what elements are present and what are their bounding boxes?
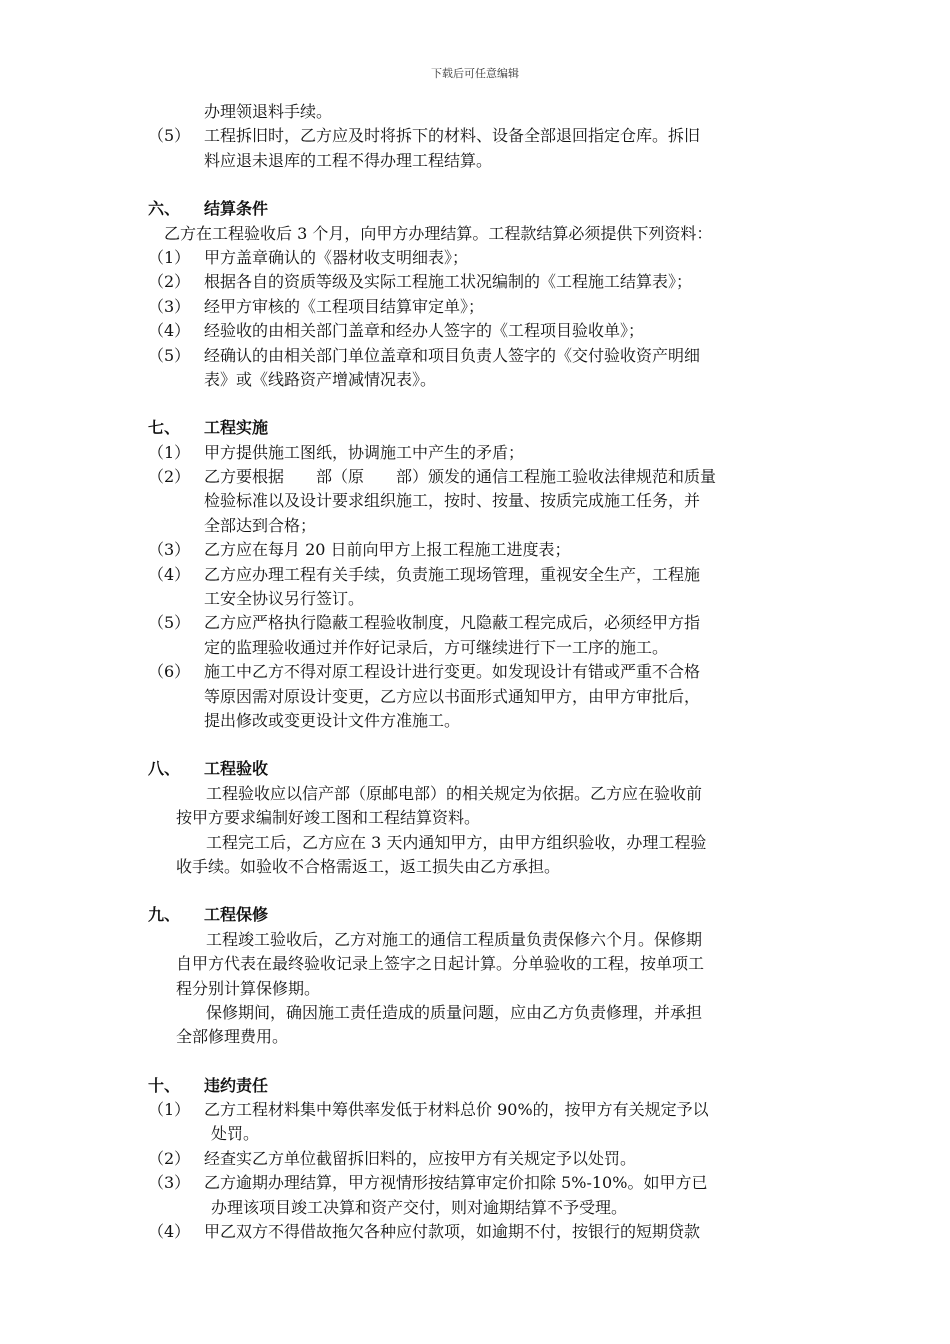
section-title: 工程保修 bbox=[204, 905, 269, 925]
list-item-text: 工程拆旧时，乙方应及时将拆下的材料、设备全部退回指定仓库。拆旧 bbox=[204, 126, 701, 146]
section-title: 工程实施 bbox=[204, 418, 269, 438]
section-number: 七、 bbox=[148, 418, 181, 438]
list-item-text: 乙方应在每月 20 日前向甲方上报工程施工进度表； bbox=[204, 540, 571, 560]
section-title: 违约责任 bbox=[204, 1075, 269, 1095]
list-item-continuation: 表》或《线路资产增减情况表》。 bbox=[204, 369, 437, 389]
list-item-continuation: 处罚。 bbox=[211, 1124, 260, 1144]
section-title: 结算条件 bbox=[204, 199, 269, 219]
list-item-number: （5） bbox=[148, 126, 191, 146]
list-item-number: （1） bbox=[148, 442, 191, 462]
list-item bbox=[148, 1220, 808, 1244]
list-item-number: （3） bbox=[148, 1173, 191, 1193]
list-item-text: 甲方提供施工图纸，协调施工中产生的矛盾； bbox=[204, 442, 525, 462]
list-item bbox=[148, 1147, 808, 1171]
document-body bbox=[148, 100, 808, 1244]
list-item bbox=[148, 660, 808, 684]
paragraph-line: 工程验收应以信产部（原邮电部）的相关规定为依据。乙方应在验收前 bbox=[206, 783, 703, 803]
list-item-text: 经验收的由相关部门盖章和经办人签字的《工程项目验收单》； bbox=[204, 321, 645, 341]
list-item-number: （1） bbox=[148, 1100, 191, 1120]
list-item bbox=[148, 441, 808, 465]
list-item-continuation: 料应退未退库的工程不得办理工程结算。 bbox=[204, 150, 493, 170]
list-item bbox=[148, 611, 808, 635]
list-item-continuation: 提出修改或变更设计文件方准施工。 bbox=[204, 710, 461, 730]
list-item-text: 经查实乙方单位截留拆旧料的，应按甲方有关规定予以处罚。 bbox=[204, 1148, 637, 1168]
list-item bbox=[148, 563, 808, 587]
paragraph-line: 工程完工后，乙方应在 3 天内通知甲方，由甲方组织验收，办理工程验 bbox=[206, 832, 707, 852]
list-item-number: （1） bbox=[148, 247, 191, 267]
section-number: 九、 bbox=[148, 905, 181, 925]
list-item-number: （3） bbox=[148, 540, 191, 560]
paragraph-line: 工程竣工验收后，乙方对施工的通信工程质量负责保修六个月。保修期 bbox=[206, 929, 703, 949]
paragraph-line: 自甲方代表在最终验收记录上签字之日起计算。分单验收的工程，按单项工 bbox=[176, 954, 705, 974]
section-number: 八、 bbox=[148, 759, 181, 779]
list-item-text: 经甲方审核的《工程项目结算审定单》； bbox=[204, 296, 485, 316]
list-item-number: （4） bbox=[148, 1222, 191, 1242]
paragraph-line: 程分别计算保修期。 bbox=[176, 978, 321, 998]
list-item-number: （2） bbox=[148, 1148, 191, 1168]
list-item-continuation: 等原因需对原设计变更，乙方应以书面形式通知甲方，由甲方审批后， bbox=[204, 686, 701, 706]
list-item-text: 甲乙双方不得借故拖欠各种应付款项，如逾期不付，按银行的短期贷款 bbox=[204, 1222, 701, 1242]
list-item-text: 乙方应严格执行隐蔽工程验收制度，凡隐蔽工程完成后，必须经甲方指 bbox=[204, 613, 701, 633]
paragraph-line: 保修期间，确因施工责任造成的质量问题，应由乙方负责修理，并承担 bbox=[206, 1002, 703, 1022]
list-item bbox=[148, 538, 808, 562]
list-item-number: （5） bbox=[148, 613, 191, 633]
list-item-number: （3） bbox=[148, 296, 191, 316]
list-item-number: （4） bbox=[148, 564, 191, 584]
list-item bbox=[148, 1098, 808, 1122]
paragraph-line: 按甲方要求编制好竣工图和工程结算资料。 bbox=[176, 808, 481, 828]
section-heading bbox=[148, 757, 808, 781]
list-item bbox=[148, 465, 808, 489]
section-heading bbox=[148, 903, 808, 927]
section-title: 工程验收 bbox=[204, 759, 269, 779]
list-item bbox=[148, 295, 808, 319]
list-item-text: 甲方盖章确认的《器材收支明细表》； bbox=[204, 247, 469, 267]
list-item bbox=[148, 124, 808, 148]
list-item-number: （6） bbox=[148, 662, 191, 682]
list-item bbox=[148, 270, 808, 294]
list-item-continuation: 定的监理验收通过并作好记录后，方可继续进行下一工序的施工。 bbox=[204, 637, 669, 657]
section-number: 六、 bbox=[148, 199, 181, 219]
list-item-continuation: 办理该项目竣工决算和资产交付，则对逾期结算不予受理。 bbox=[211, 1197, 628, 1217]
list-item bbox=[148, 319, 808, 343]
list-item-continuation: 工安全协议另行签订。 bbox=[204, 589, 365, 609]
section-heading bbox=[148, 1074, 808, 1098]
page-header: 下载后可任意编辑 bbox=[431, 67, 519, 80]
list-item-number: （5） bbox=[148, 345, 191, 365]
list-item-text: 乙方应办理工程有关手续，负责施工现场管理，重视安全生产，工程施 bbox=[204, 564, 701, 584]
list-item-continuation: 全部达到合格； bbox=[204, 515, 317, 535]
list-item-number: （2） bbox=[148, 272, 191, 292]
list-item-number: （4） bbox=[148, 321, 191, 341]
paragraph-line: 收手续。如验收不合格需返工，返工损失由乙方承担。 bbox=[176, 856, 561, 876]
list-item-text: 乙方要根据 部（原 部）颁发的通信工程施工验收法律规范和质量 bbox=[204, 467, 717, 487]
list-item-text: 经确认的由相关部门单位盖章和项目负责人签字的《交付验收资产明细 bbox=[204, 345, 701, 365]
list-item-number: （2） bbox=[148, 467, 191, 487]
list-item-text: 根据各自的资质等级及实际工程施工状况编制的《工程施工结算表》； bbox=[204, 272, 693, 292]
list-item-text: 乙方逾期办理结算，甲方视情形按结算审定价扣除 5%-10%。如甲方已 bbox=[204, 1173, 708, 1193]
paragraph-line: 全部修理费用。 bbox=[176, 1027, 289, 1047]
list-item-text: 施工中乙方不得对原工程设计进行变更。如发现设计有错或严重不合格 bbox=[204, 662, 701, 682]
list-item-continuation: 办理领退料手续。 bbox=[204, 102, 333, 121]
list-item-text: 乙方工程材料集中筹供率发低于材料总价 90%的，按甲方有关规定予以 bbox=[204, 1100, 709, 1120]
list-item bbox=[148, 1171, 808, 1195]
section-heading bbox=[148, 416, 808, 440]
section-heading bbox=[148, 197, 808, 221]
list-item bbox=[148, 344, 808, 368]
list-item-continuation: 检验标准以及设计要求组织施工，按时、按量、按质完成施工任务，并 bbox=[204, 491, 701, 511]
section-number: 十、 bbox=[148, 1075, 181, 1095]
paragraph-line: 乙方在工程验收后 3 个月，向甲方办理结算。工程款结算必须提供下列资料： bbox=[164, 223, 713, 243]
list-item bbox=[148, 246, 808, 270]
